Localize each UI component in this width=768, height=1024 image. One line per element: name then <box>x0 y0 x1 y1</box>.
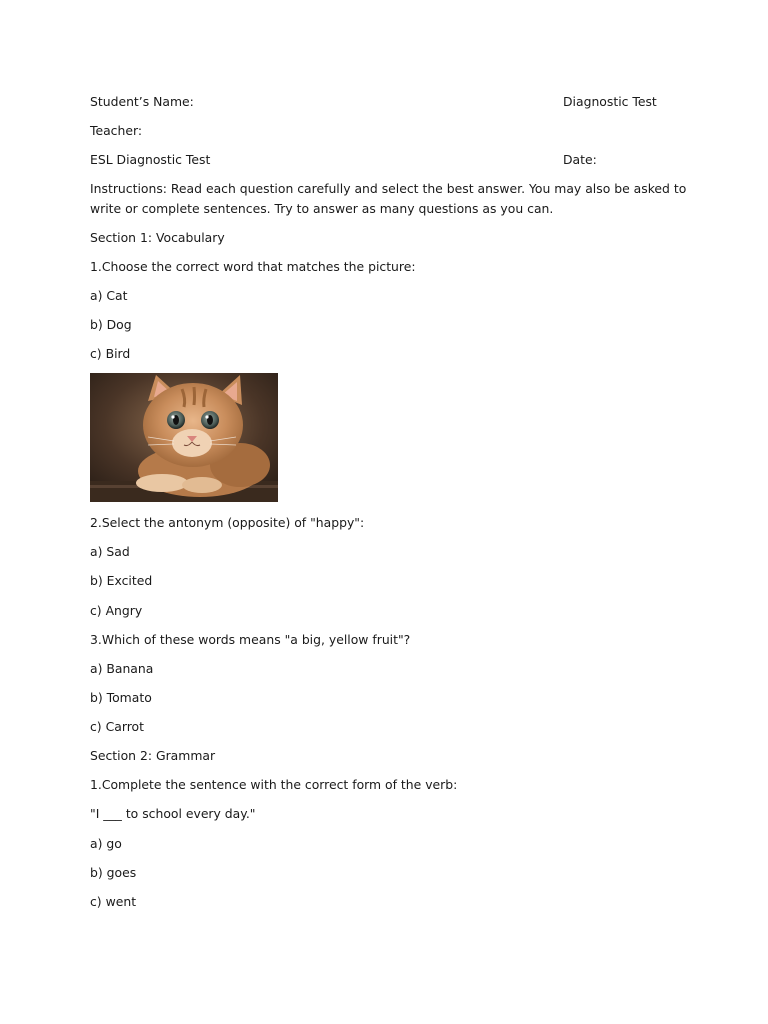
section2-title: Section 2: Grammar <box>90 748 216 763</box>
s2-q1-sentence: "I ___ to school every day." <box>90 806 256 821</box>
s1-q2-option-b: b) Excited <box>90 573 153 588</box>
test-title: Diagnostic Test <box>563 94 657 109</box>
teacher-label: Teacher: <box>90 123 143 138</box>
student-name-label: Student’s Name: <box>90 94 194 109</box>
kitten-illustration <box>90 373 278 502</box>
s1-q3-option-b: b) Tomato <box>90 690 152 705</box>
s1-q1-option-b: b) Dog <box>90 317 132 332</box>
s2-q1-option-a: a) go <box>90 836 122 851</box>
s2-q1-option-b: b) goes <box>90 865 137 880</box>
s1-q2-option-c: c) Angry <box>90 603 143 618</box>
s1-q2-prompt: 2.Select the antonym (opposite) of "happy": <box>90 515 365 530</box>
s1-q1-option-a: a) Cat <box>90 288 128 303</box>
kitten-photo <box>90 373 278 502</box>
s2-q1-option-c: c) went <box>90 894 137 909</box>
s1-q3-prompt: 3.Which of these words means "a big, yellow fruit"? <box>90 632 411 647</box>
s1-q1-prompt: 1.Choose the correct word that matches the picture: <box>90 259 416 274</box>
s1-q2-option-a: a) Sad <box>90 544 130 559</box>
s2-q1-prompt: 1.Complete the sentence with the correct form of the verb: <box>90 777 458 792</box>
test-name: ESL Diagnostic Test <box>90 152 211 167</box>
s1-q3-option-a: a) Banana <box>90 661 154 676</box>
s1-q3-option-c: c) Carrot <box>90 719 144 734</box>
instructions-paragraph: Instructions: Read each question carefully and select the best answer. You may also be asked to write or complete sentences. Try to answer as many questions as you can. <box>90 181 687 216</box>
date-label: Date: <box>563 152 597 167</box>
s1-q1-option-c: c) Bird <box>90 346 131 361</box>
section1-title: Section 1: Vocabulary <box>90 230 225 245</box>
